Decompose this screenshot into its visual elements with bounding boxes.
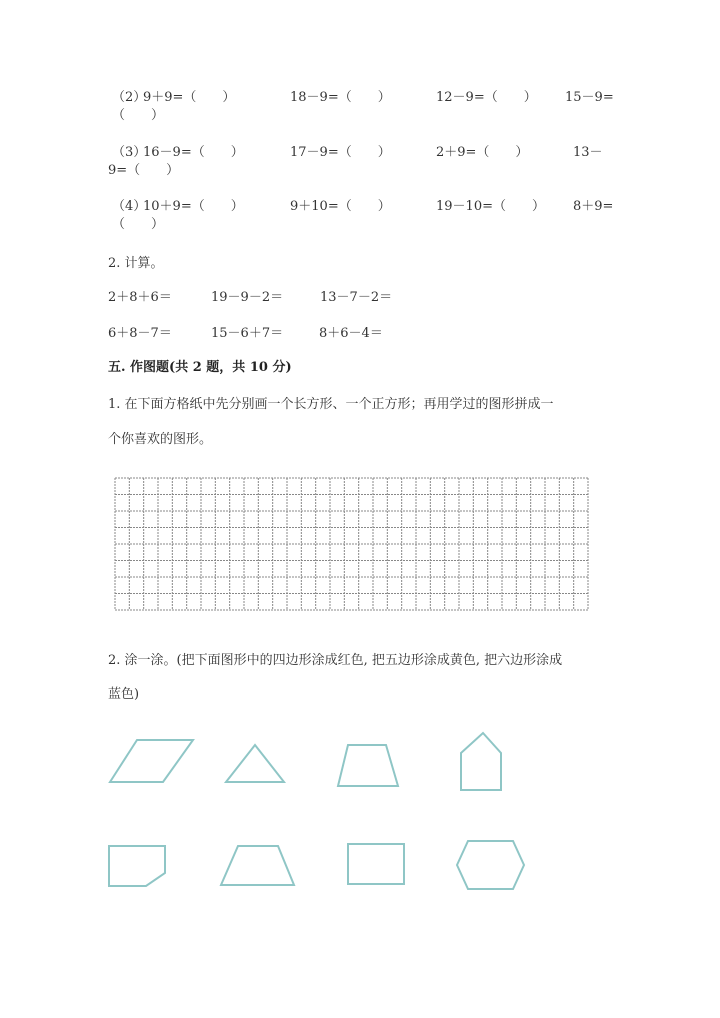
rectangle-shape[interactable]: [348, 844, 404, 884]
row-label: （2）: [112, 90, 147, 105]
equation: 18－9=（ ）: [290, 90, 391, 105]
calc-expression: 8＋6－4＝: [319, 326, 383, 341]
equation: 2＋9=（ ）: [436, 145, 529, 160]
equation: 13－: [573, 145, 603, 160]
pentagon-house-shape[interactable]: [461, 733, 501, 790]
question-text: 蓝色): [108, 687, 140, 702]
equation: 9＋9=（ ）: [143, 90, 236, 105]
question-text: 2. 涂一涂。(把下面图形中的四边形涂成红色, 把五边形涂成黄色, 把六边形涂成: [108, 653, 563, 668]
calc-expression: 13－7－2＝: [320, 290, 393, 305]
equation: 10＋9=（ ）: [143, 199, 244, 214]
equation-wrap: （ ）: [112, 108, 165, 123]
calc-expression: 6＋8－7＝: [108, 326, 172, 341]
parallelogram-shape[interactable]: [110, 740, 193, 782]
equation: 15－9=: [565, 90, 614, 105]
calc-expression: 15－6＋7＝: [211, 326, 284, 341]
equation: 12－9=（ ）: [436, 90, 537, 105]
row-label: （4）: [112, 199, 147, 214]
section-heading: 五. 作图题(共 2 题，共 10 分): [108, 360, 292, 375]
equation-wrap: （ ）: [112, 217, 165, 232]
question-text: 1. 在下面方格纸中先分别画一个长方形、一个正方形；再用学过的图形拼成一: [108, 397, 554, 412]
equation: 8＋9=: [573, 199, 614, 214]
question-text: 个你喜欢的图形。: [108, 432, 213, 447]
question-title: 2. 计算。: [108, 256, 164, 271]
row-label: （3）: [112, 145, 147, 160]
calc-expression: 19－9－2＝: [211, 290, 284, 305]
trapezoid-shape[interactable]: [338, 745, 398, 786]
trapezoid-shape-2[interactable]: [221, 846, 294, 885]
pentagon-cut-corner-shape[interactable]: [109, 846, 165, 886]
equation: 17－9=（ ）: [290, 145, 391, 160]
equation: 9＋10=（ ）: [290, 199, 391, 214]
equation: 16－9=（ ）: [143, 145, 244, 160]
equation-wrap: 9=（ ）: [108, 163, 180, 178]
triangle-shape[interactable]: [226, 745, 284, 782]
hexagon-shape[interactable]: [457, 841, 524, 889]
equation: 19－10=（ ）: [436, 199, 545, 214]
calc-expression: 2＋8＋6＝: [108, 290, 172, 305]
